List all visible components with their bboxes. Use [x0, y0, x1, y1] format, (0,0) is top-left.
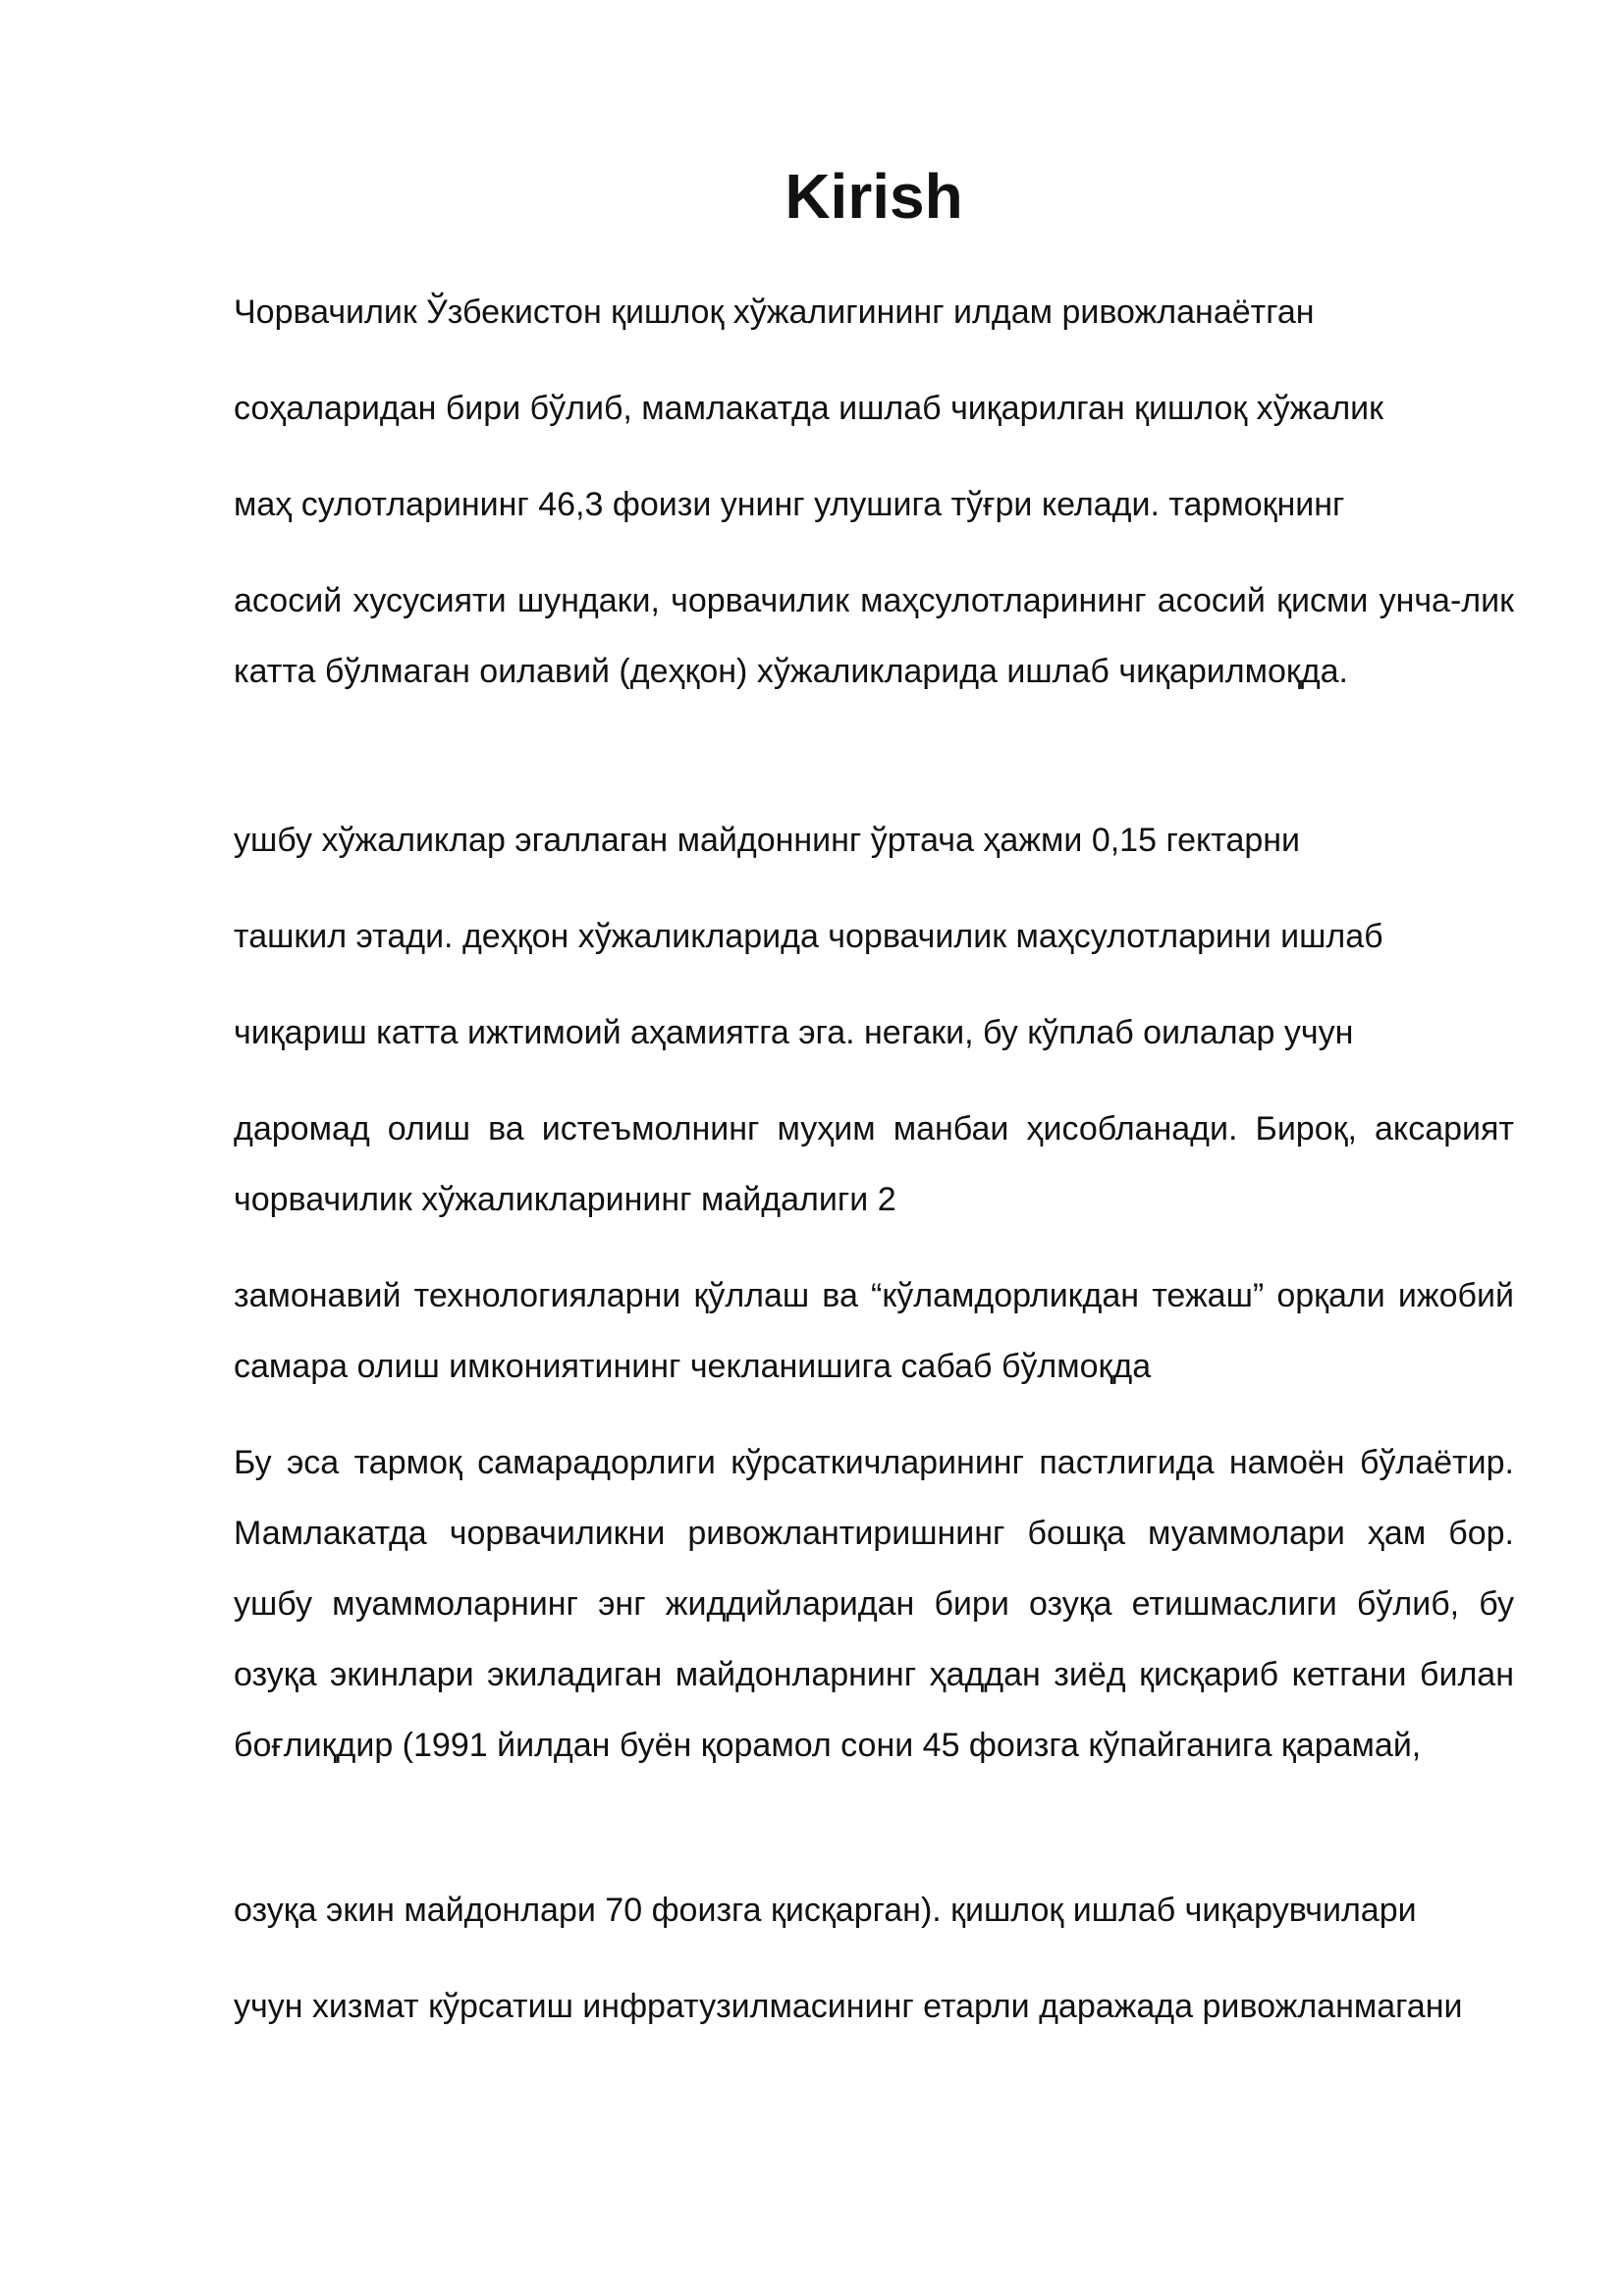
text-line: чиқариш катта ижтимоий аҳамиятга эга. негаки, бу кўплаб оилалар учун [234, 1014, 1354, 1051]
text-line: озуқа экин майдонлари 70 фоизга қисқарган). қишлоқ ишлаб чиқарувчилари [234, 1892, 1417, 1929]
text-line: ташкил этади. деҳқон хўжаликларида чорвачилик маҳсулотларини ишлаб [234, 918, 1383, 955]
text-line: соҳаларидан бири бўлиб, мамлакатда ишлаб чиқарилган қишлоқ хўжалик [234, 390, 1384, 427]
paragraph: даромад олиш ва истеъмолнинг муҳим манбаи ҳисобланади. Бироқ, аксарият чорвачилик хўжаликларининг майдалиги 2 [234, 1110, 1514, 1218]
document-title: Kirish [785, 161, 963, 232]
paragraph: асосий хусусияти шундаки, чорвачилик маҳсулотларининг асосий қисми унча-лик катта бўлмаган оилавий (деҳқон) хўжаликларида ишлаб чиқарилмоқда. [234, 582, 1514, 690]
text-line: Чорвачилик Ўзбекистон қишлоқ хўжалигининг илдам ривожланаётган [234, 294, 1315, 331]
text-line: маҳ сулотларининг 46,3 фоизи унинг улушига тўғри келади. тармоқнинг [234, 486, 1345, 523]
paragraph: замонавий технологияларни қўллаш ва “кўламдорликдан тежаш” орқали ижобий самара олиш имкониятининг чекланишига сабаб бўлмоқда [234, 1277, 1514, 1385]
paragraph: Бу эса тармоқ самарадорлиги кўрсаткичларининг пастлигида намоён бўлаётир. Мамлакатда чорвачиликни ривожлантиришнинг бошқа муаммолари ҳам бор. ушбу муаммоларнинг энг жиддийларидан бири озуқа етишмаслиги бўлиб, бу озуқа экинлари экиладиган майдонларнинг ҳаддан зиёд қисқариб кетгани билан боғлиқдир (1991 йилдан буён қорамол сони 45 фоизга кўпайганига қарамай, [234, 1444, 1514, 1764]
paragraph: учун хизмат кўрсатиш инфратузилмасининг етарли даражада ривожланмагани [234, 1988, 1463, 2025]
text-line: ушбу хўжаликлар эгаллаган майдоннинг ўртача ҳажми 0,15 гектарни [234, 822, 1301, 859]
